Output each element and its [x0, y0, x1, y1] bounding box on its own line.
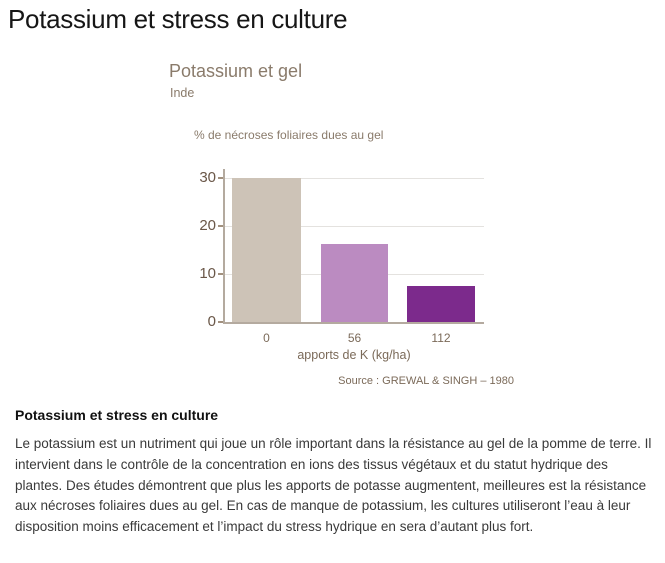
- y-tick-label: 0: [207, 313, 216, 330]
- chart-x-axis-title: apports de K (kg/ha): [297, 348, 411, 362]
- y-tick-label: 10: [199, 265, 216, 282]
- y-tick-label: 30: [199, 169, 216, 186]
- x-tick-label: 0: [263, 331, 270, 345]
- x-tick-label: 112: [431, 331, 451, 345]
- article: [15, 407, 657, 538]
- article-heading: Potassium et stress en culture: [15, 407, 219, 423]
- y-tick-label: 20: [199, 217, 216, 234]
- page-title: Potassium et stress en culture: [8, 4, 348, 34]
- chart-subtitle: Inde: [170, 86, 195, 100]
- x-axis-line: [223, 322, 484, 324]
- chart-source: Source : GREWAL & SINGH – 1980: [338, 375, 514, 387]
- bar: [321, 244, 388, 322]
- chart-y-axis-label: % de nécroses foliaires dues au gel: [194, 128, 384, 142]
- article-body: Le potassium est un nutriment qui joue un rôle important dans la résistance au gel de la pomme de terre. Il intervient dans le contrôle de la concentration en ions des tissus végétaux et du statut hydrique des plantes. Des études démontrent que plus les apports de potasse augmentent, meilleures est la résistance aux nécroses foliaires dues au gel. En cas de manque de potassium, les cultures utiliseront l’eau à leur disposition moins efficacement et l’impact du stress hydrique en sera d’autant plus fort.: [15, 436, 652, 535]
- y-axis-line: [223, 169, 225, 324]
- bar: [232, 178, 301, 322]
- x-tick-label: 56: [347, 331, 362, 345]
- bar: [407, 286, 475, 322]
- chart-title: Potassium et gel: [169, 61, 303, 81]
